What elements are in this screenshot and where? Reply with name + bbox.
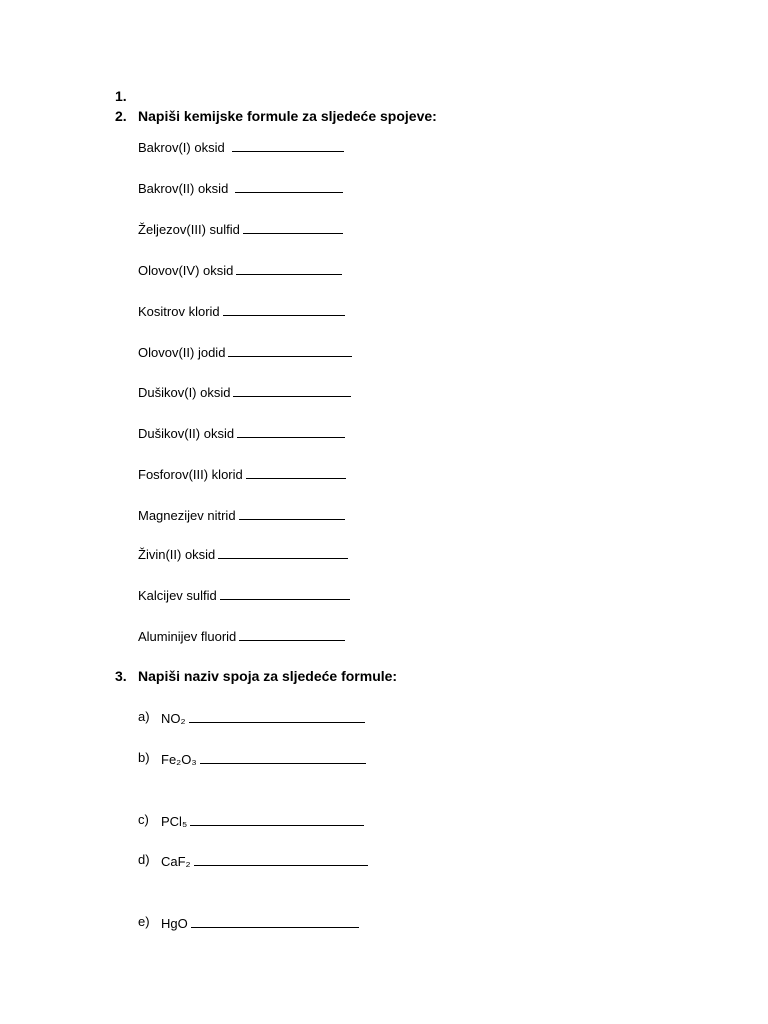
compound-line (138, 505, 345, 525)
compound-name: Olovov(IV) oksid (138, 263, 234, 278)
option-letter-d: d) (138, 852, 150, 867)
compound-line (138, 137, 344, 157)
answer-blank[interactable] (239, 505, 345, 520)
compound-name: Bakrov(II) oksid (138, 181, 229, 196)
compound-line (138, 219, 343, 239)
answer-blank[interactable] (189, 708, 365, 723)
compound-name: Fosforov(III) klorid (138, 467, 243, 482)
answer-blank[interactable] (228, 342, 352, 357)
formula-line (161, 811, 364, 831)
formula-line (161, 749, 366, 769)
answer-blank[interactable] (218, 544, 348, 559)
formula-text: PCl₅ (161, 814, 188, 829)
formula-line (161, 708, 365, 728)
item-number-1: 1. (115, 88, 127, 104)
answer-blank[interactable] (243, 219, 343, 234)
option-letter-a: a) (138, 709, 150, 724)
answer-blank[interactable] (232, 137, 344, 152)
compound-line (138, 342, 352, 362)
compound-name: Kositrov klorid (138, 304, 220, 319)
compound-line (138, 423, 345, 443)
compound-name: Aluminijev fluorid (138, 629, 237, 644)
compound-name: Živin(II) oksid (138, 547, 216, 562)
formula-text: NO₂ (161, 711, 186, 726)
option-letter-e: e) (138, 914, 150, 929)
answer-blank[interactable] (200, 749, 366, 764)
answer-blank[interactable] (235, 178, 343, 193)
compound-line (138, 382, 351, 402)
answer-blank[interactable] (223, 301, 345, 316)
compound-name: Magnezijev nitrid (138, 508, 236, 523)
compound-name: Olovov(II) jodid (138, 345, 226, 360)
item-number-2: 2. (115, 108, 127, 124)
compound-line (138, 301, 345, 321)
answer-blank[interactable] (220, 585, 350, 600)
compound-name: Dušikov(I) oksid (138, 385, 231, 400)
answer-blank[interactable] (190, 811, 364, 826)
compound-line (138, 626, 345, 646)
formula-line (161, 913, 359, 933)
option-letter-c: c) (138, 812, 149, 827)
compound-name: Kalcijev sulfid (138, 588, 217, 603)
formula-text: CaF₂ (161, 854, 191, 869)
compound-name: Bakrov(I) oksid (138, 140, 225, 155)
answer-blank[interactable] (237, 423, 345, 438)
compound-name: Željezov(III) sulfid (138, 222, 240, 237)
formula-text: HgO (161, 916, 188, 931)
compound-line (138, 585, 350, 605)
formula-line (161, 851, 368, 871)
answer-blank[interactable] (239, 626, 345, 641)
answer-blank[interactable] (233, 382, 351, 397)
compound-line (138, 178, 343, 198)
compound-line (138, 544, 348, 564)
task-3-heading: Napiši naziv spoja za sljedeće formule: (138, 668, 398, 684)
answer-blank[interactable] (194, 851, 368, 866)
answer-blank[interactable] (246, 464, 346, 479)
compound-line (138, 260, 342, 280)
option-letter-b: b) (138, 750, 150, 765)
compound-line (138, 464, 346, 484)
answer-blank[interactable] (236, 260, 342, 275)
task-2-heading: Napiši kemijske formule za sljedeće spojeve: (138, 108, 437, 124)
answer-blank[interactable] (191, 913, 359, 928)
item-number-3: 3. (115, 668, 127, 684)
compound-name: Dušikov(II) oksid (138, 426, 235, 441)
formula-text: Fe₂O₃ (161, 752, 197, 767)
